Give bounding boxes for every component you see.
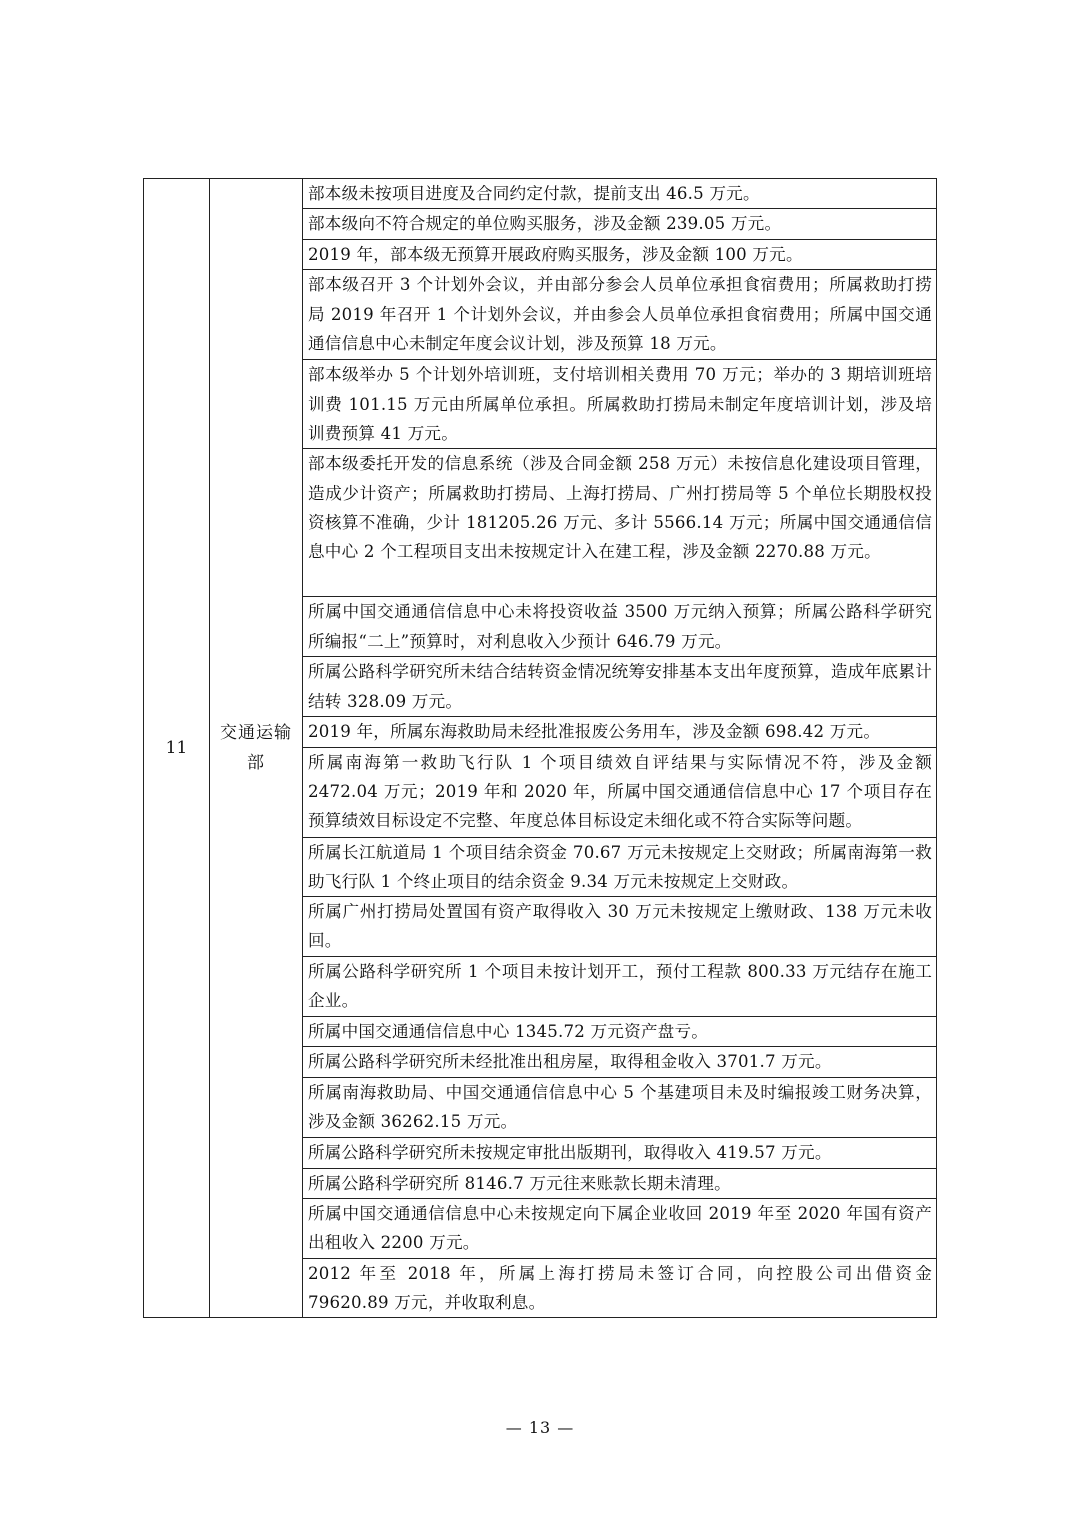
issue-cell: 所属公路科学研究所 1 个项目未按计划开工，预付工程款 800.33 万元结存在施工企业。	[303, 957, 937, 1017]
issue-cell: 部本级未按项目进度及合同约定付款，提前支出 46.5 万元。	[303, 179, 937, 209]
issue-cell: 部本级委托开发的信息系统（涉及合同金额 258 万元）未按信息化建设项目管理，造成少计资产；所属救助打捞局、上海打捞局、广州打捞局等 5 个单位长期股权投资核算不准确，少计 181205.26 万元、多计 5566.14 万元；所属中国交通通信信息中心 2 个工程项目支出未按规定计入在建工程，涉及金额 2270.88 万元。	[303, 449, 937, 597]
issue-cell: 所属公路科学研究所未经批准出租房屋，取得租金收入 3701.7 万元。	[303, 1047, 937, 1078]
issue-cell: 所属长江航道局 1 个项目结余资金 70.67 万元未按规定上交财政；所属南海第一救助飞行队 1 个终止项目的结余资金 9.34 万元未按规定上交财政。	[303, 837, 937, 896]
issue-cell: 所属公路科学研究所未结合结转资金情况统筹安排基本支出年度预算，造成年底累计结转 328.09 万元。	[303, 657, 937, 717]
issue-cell: 所属广州打捞局处置国有资产取得收入 30 万元未按规定上缴财政、138 万元未收回。	[303, 897, 937, 957]
issue-cell: 所属南海第一救助飞行队 1 个项目绩效自评结果与实际情况不符，涉及金额 2472.04 万元；2019 年和 2020 年，所属中国交通通信信息中心 17 个项目存在预算绩效目标设定不完整、年度总体目标设定未细化或不符合实际等问题。	[303, 747, 937, 837]
issue-cell: 2012 年至 2018 年，所属上海打捞局未签订合同，向控股公司出借资金 79620.89 万元，并收取利息。	[303, 1258, 937, 1317]
issue-cell: 部本级举办 5 个计划外培训班，支付培训相关费用 70 万元；举办的 3 期培训班培训费 101.15 万元由所属单位承担。所属救助打捞局未制定年度培训计划，涉及培训费预算 41 万元。	[303, 360, 937, 449]
row-number-cell: 11	[144, 179, 210, 1318]
issue-cell: 所属南海救助局、中国交通通信信息中心 5 个基建项目未及时编报竣工财务决算，涉及金额 36262.15 万元。	[303, 1078, 937, 1137]
department-cell: 交通运输部	[210, 179, 303, 1318]
table-row	[144, 179, 937, 209]
issue-cell: 部本级向不符合规定的单位购买服务，涉及金额 239.05 万元。	[303, 209, 937, 240]
audit-issues-table	[143, 178, 937, 1318]
page-number: — 13 —	[505, 1418, 575, 1437]
issue-cell: 2019 年，部本级无预算开展政府购买服务，涉及金额 100 万元。	[303, 240, 937, 270]
issue-cell: 2019 年，所属东海救助局未经批准报废公务用车，涉及金额 698.42 万元。	[303, 717, 937, 747]
issue-cell: 所属中国交通通信信息中心 1345.72 万元资产盘亏。	[303, 1017, 937, 1047]
issue-cell: 部本级召开 3 个计划外会议，并由部分参会人员单位承担食宿费用；所属救助打捞局 2019 年召开 1 个计划外会议，并由参会人员单位承担食宿费用；所属中国交通通信信息中心未制定年度会议计划，涉及预算 18 万元。	[303, 270, 937, 360]
issue-cell: 所属公路科学研究所未按规定审批出版期刊，取得收入 419.57 万元。	[303, 1137, 937, 1168]
issue-cell: 所属中国交通通信信息中心未将投资收益 3500 万元纳入预算；所属公路科学研究所编报“二上”预算时，对利息收入少预计 646.79 万元。	[303, 597, 937, 657]
issue-cell: 所属中国交通通信信息中心未按规定向下属企业收回 2019 年至 2020 年国有资产出租收入 2200 万元。	[303, 1198, 937, 1258]
issue-cell: 所属公路科学研究所 8146.7 万元往来账款长期未清理。	[303, 1168, 937, 1198]
